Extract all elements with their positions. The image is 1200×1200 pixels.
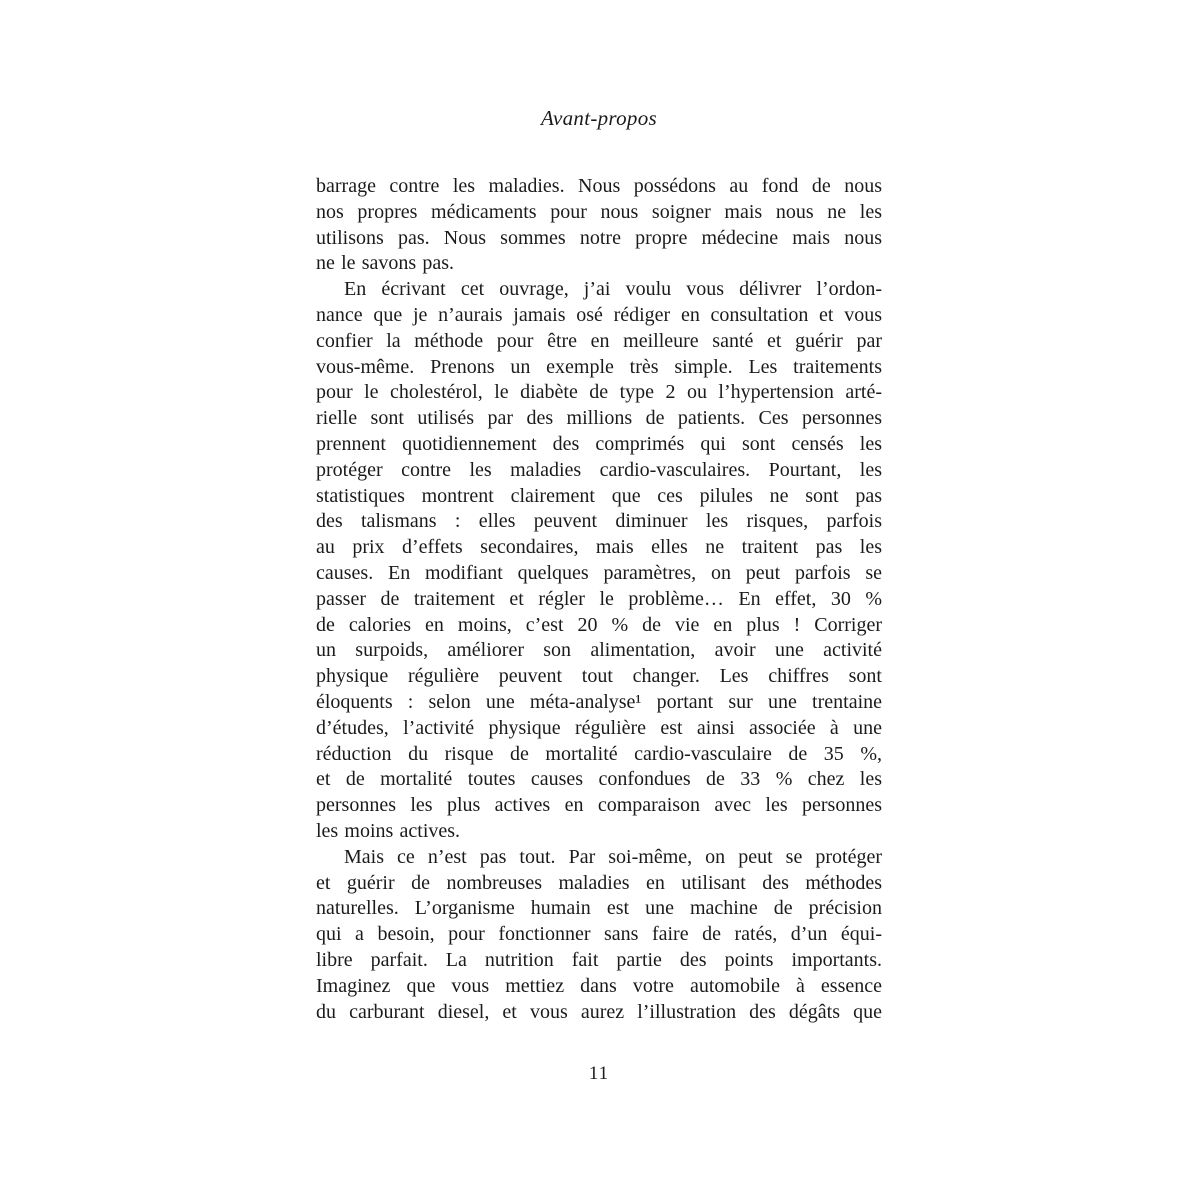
paragraph <box>316 845 882 1026</box>
text-line: nos propres médicaments pour nous soigner mais nous ne les <box>316 200 882 223</box>
text-line: Imaginez que vous mettiez dans votre automobile à essence <box>316 974 882 997</box>
running-header: Avant-propos <box>541 106 657 130</box>
text-line: barrage contre les maladies. Nous possédons au fond de nous <box>316 175 882 197</box>
text-line: passer de traitement et régler le problème… En effet, 30 % <box>316 587 882 610</box>
text-line: les moins actives. <box>316 819 461 842</box>
text-line: physique régulière peuvent tout changer. Les chiffres sont <box>316 665 882 688</box>
text-block <box>316 174 882 1025</box>
text-line: vous-même. Prenons un exemple très simple. Les traitements <box>316 355 882 378</box>
text-line: causes. En modifiant quelques paramètres, on peut parfois se <box>316 561 882 584</box>
paragraph <box>316 277 882 845</box>
text-line: utilisons pas. Nous sommes notre propre médecine mais nous <box>316 226 882 249</box>
text-line: En écrivant cet ouvrage, j’ai voulu vous délivrer l’ordon- <box>344 278 882 301</box>
text-line: réduction du risque de mortalité cardio-vasculaire de 35 %, <box>316 742 882 765</box>
text-line: ne le savons pas. <box>316 252 455 275</box>
text-line: au prix d’effets secondaires, mais elles ne traitent pas les <box>316 536 882 559</box>
text-line: nance que je n’aurais jamais osé rédiger en consultation et vous <box>316 303 882 326</box>
text-line: un surpoids, améliorer son alimentation, avoir une activité <box>316 639 882 662</box>
text-line: naturelles. L’organisme humain est une machine de précision <box>316 897 882 920</box>
text-line: statistiques montrent clairement que ces pilules ne sont pas <box>316 484 882 507</box>
text-line: des talismans : elles peuvent diminuer les risques, parfois <box>316 510 882 533</box>
paragraph <box>316 174 882 277</box>
text-line: protéger contre les maladies cardio-vasculaires. Pourtant, les <box>316 458 882 481</box>
text-line: Mais ce n’est pas tout. Par soi-même, on peut se protéger <box>344 845 882 868</box>
text-line: confier la méthode pour être en meilleure santé et guérir par <box>316 329 882 352</box>
text-line: qui a besoin, pour fonctionner sans faire de ratés, d’un équi- <box>316 923 882 946</box>
text-line: et de mortalité toutes causes confondues de 33 % chez les <box>316 768 882 791</box>
text-line: éloquents : selon une méta-analyse¹ portant sur une trentaine <box>316 690 882 713</box>
text-line: pour le cholestérol, le diabète de type 2 ou l’hypertension arté- <box>316 381 882 404</box>
text-line: personnes les plus actives en comparaison avec les personnes <box>316 794 882 817</box>
text-line: libre parfait. La nutrition fait partie des points importants. <box>316 948 882 971</box>
page-number: 11 <box>588 1063 610 1084</box>
text-line: d’études, l’activité physique régulière est ainsi associée à une <box>316 716 882 739</box>
text-line: rielle sont utilisés par des millions de patients. Ces personnes <box>316 407 882 430</box>
text-line: prennent quotidiennement des comprimés qui sont censés les <box>316 432 882 455</box>
text-line: de calories en moins, c’est 20 % de vie en plus ! Corriger <box>316 613 882 636</box>
text-line: et guérir de nombreuses maladies en utilisant des méthodes <box>316 871 882 894</box>
text-line: du carburant diesel, et vous aurez l’illustration des dégâts que <box>316 1000 882 1023</box>
